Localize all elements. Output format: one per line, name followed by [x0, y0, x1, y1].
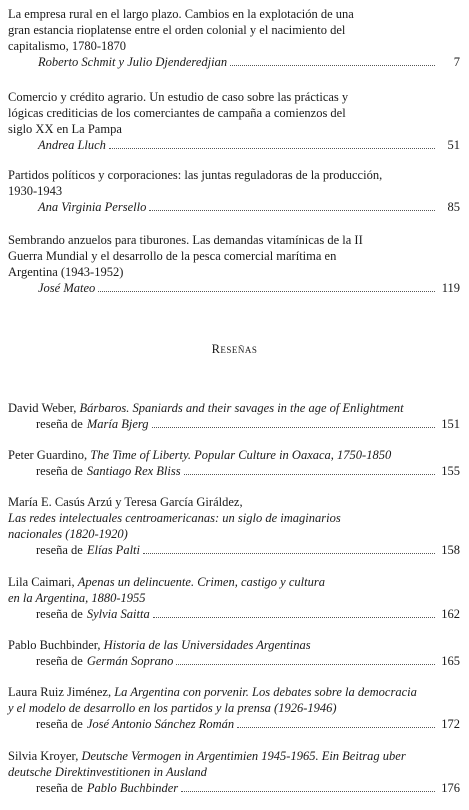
review-title-line — [8, 574, 460, 590]
article-author-row — [8, 137, 460, 153]
review-title-line — [8, 494, 460, 510]
page-number: 119 — [441, 281, 460, 295]
review-reviewer-row — [8, 416, 460, 432]
article-authors: José Mateo — [38, 281, 96, 295]
page-number: 165 — [441, 654, 460, 668]
review-book-title: Bárbaros. Spaniards and their savages in the age of Enlightment — [79, 401, 404, 415]
leader-dots — [152, 417, 435, 428]
leader-dots — [109, 138, 435, 149]
review-book-title: deutsche Direktinvestitionen in Ausland — [8, 765, 207, 779]
review-prefix: reseña de — [36, 781, 83, 795]
article-title-line: 1930-1943 — [8, 184, 63, 198]
reviewer-name: Elías Palti — [86, 543, 140, 557]
article-title-line: capitalismo, 1780-1870 — [8, 39, 127, 53]
article-authors: Ana Virginia Persello — [38, 200, 147, 214]
section-heading: Reseñas — [211, 342, 258, 356]
review-reviewer-row — [8, 653, 460, 669]
review-title-line — [8, 748, 460, 764]
reviewer-name: Sylvia Saitta — [86, 607, 150, 621]
review-author: Silvia Kroyer, — [8, 749, 82, 763]
leader-dots — [143, 543, 435, 554]
review-author: David Weber, — [8, 401, 80, 415]
article-entry — [8, 167, 460, 215]
review-author: Laura Ruiz Jiménez, — [8, 685, 115, 699]
page-number: 176 — [441, 781, 460, 795]
review-book-title: The Time of Liberty. Popular Culture in Oaxaca, 1750-1850 — [90, 448, 392, 462]
reviewer-name: Pablo Buchbinder — [86, 781, 179, 795]
review-book-title: La Argentina con porvenir. Los debates sobre la democracia — [114, 685, 417, 699]
page-number: 7 — [453, 55, 460, 69]
article-title-line: gran estancia rioplatense entre el orden colonial y el nacimiento del — [8, 23, 346, 37]
article-title-line: Partidos políticos y corporaciones: las juntas reguladoras de la producción, — [8, 168, 383, 182]
review-book-title: Las redes intelectuales centroamericanas: un siglo de imaginarios — [8, 511, 341, 525]
article-title-line: Guerra Mundial y el desarrollo de la pesca comercial marítima en — [8, 249, 337, 263]
page-number: 151 — [441, 417, 460, 431]
article-title-line: Comercio y crédito agrario. Un estudio de caso sobre las prácticas y — [8, 90, 349, 104]
reviewer-name: Germán Soprano — [86, 654, 174, 668]
review-prefix: reseña de — [36, 543, 83, 557]
review-author: María E. Casús Arzú y Teresa García Giráldez, — [8, 495, 243, 509]
article-author-row — [8, 280, 460, 296]
review-prefix: reseña de — [36, 464, 83, 478]
review-author: Lila Caimari, — [8, 575, 78, 589]
article-entry — [8, 89, 460, 153]
review-title-line — [8, 637, 460, 653]
page-number: 172 — [441, 717, 460, 731]
review-reviewer-row — [8, 463, 460, 479]
review-reviewer-row — [8, 780, 460, 796]
review-entry — [8, 748, 460, 796]
review-prefix: reseña de — [36, 607, 83, 621]
leader-dots — [149, 200, 435, 211]
leader-dots — [153, 607, 435, 618]
page-number: 51 — [447, 138, 460, 152]
page-number: 158 — [441, 543, 460, 557]
reviewer-name: María Bjerg — [86, 417, 149, 431]
leader-dots — [184, 464, 435, 475]
leader-dots — [230, 55, 435, 66]
review-author: Peter Guardino, — [8, 448, 91, 462]
review-entry — [8, 574, 460, 622]
article-authors: Roberto Schmit y Julio Djenderedjian — [38, 55, 228, 69]
article-author-row — [8, 199, 460, 215]
review-entry — [8, 447, 460, 479]
review-entry — [8, 684, 460, 732]
review-entry — [8, 637, 460, 669]
article-entry — [8, 6, 460, 70]
leader-dots — [237, 717, 435, 728]
page-number: 155 — [441, 464, 460, 478]
review-book-title: Deutsche Vermogen in Argentimien 1945-1965. Ein Beitrag uber — [81, 749, 406, 763]
review-book-title: Apenas un delincuente. Crimen, castigo y cultura — [77, 575, 325, 589]
leader-dots — [98, 281, 435, 292]
review-entry — [8, 494, 460, 558]
article-authors: Andrea Lluch — [38, 138, 106, 152]
article-title-line: La empresa rural en el largo plazo. Cambios en la explotación de una — [8, 7, 354, 21]
review-reviewer-row — [8, 716, 460, 732]
review-book-title: y el modelo de desarrollo en los partidos y la prensa (1926-1946) — [8, 701, 337, 715]
review-author: Pablo Buchbinder, — [8, 638, 104, 652]
review-title-line — [8, 400, 460, 416]
article-author-row — [8, 54, 460, 70]
review-book-title: Historia de las Universidades Argentinas — [103, 638, 311, 652]
review-entry — [8, 400, 460, 432]
article-title-line: siglo XX en La Pampa — [8, 122, 122, 136]
review-book-title: nacionales (1820-1920) — [8, 527, 128, 541]
leader-dots — [181, 781, 435, 792]
review-book-title: en la Argentina, 1880-1955 — [8, 591, 146, 605]
page-number: 85 — [447, 200, 460, 214]
review-title-line — [8, 684, 460, 700]
review-title-line — [8, 447, 460, 463]
article-title-line: Sembrando anzuelos para tiburones. Las demandas vitamínicas de la II — [8, 233, 363, 247]
review-prefix: reseña de — [36, 654, 83, 668]
review-reviewer-row — [8, 542, 460, 558]
article-title-line: Argentina (1943-1952) — [8, 265, 124, 279]
article-title-line: lógicas crediticias de los comerciantes de campaña a comienzos del — [8, 106, 346, 120]
page-number: 162 — [441, 607, 460, 621]
review-prefix: reseña de — [36, 417, 83, 431]
review-prefix: reseña de — [36, 717, 83, 731]
review-reviewer-row — [8, 606, 460, 622]
article-entry — [8, 232, 460, 296]
reviewer-name: Santiago Rex Bliss — [86, 464, 181, 478]
reviewer-name: José Antonio Sánchez Román — [86, 717, 235, 731]
leader-dots — [176, 654, 435, 665]
